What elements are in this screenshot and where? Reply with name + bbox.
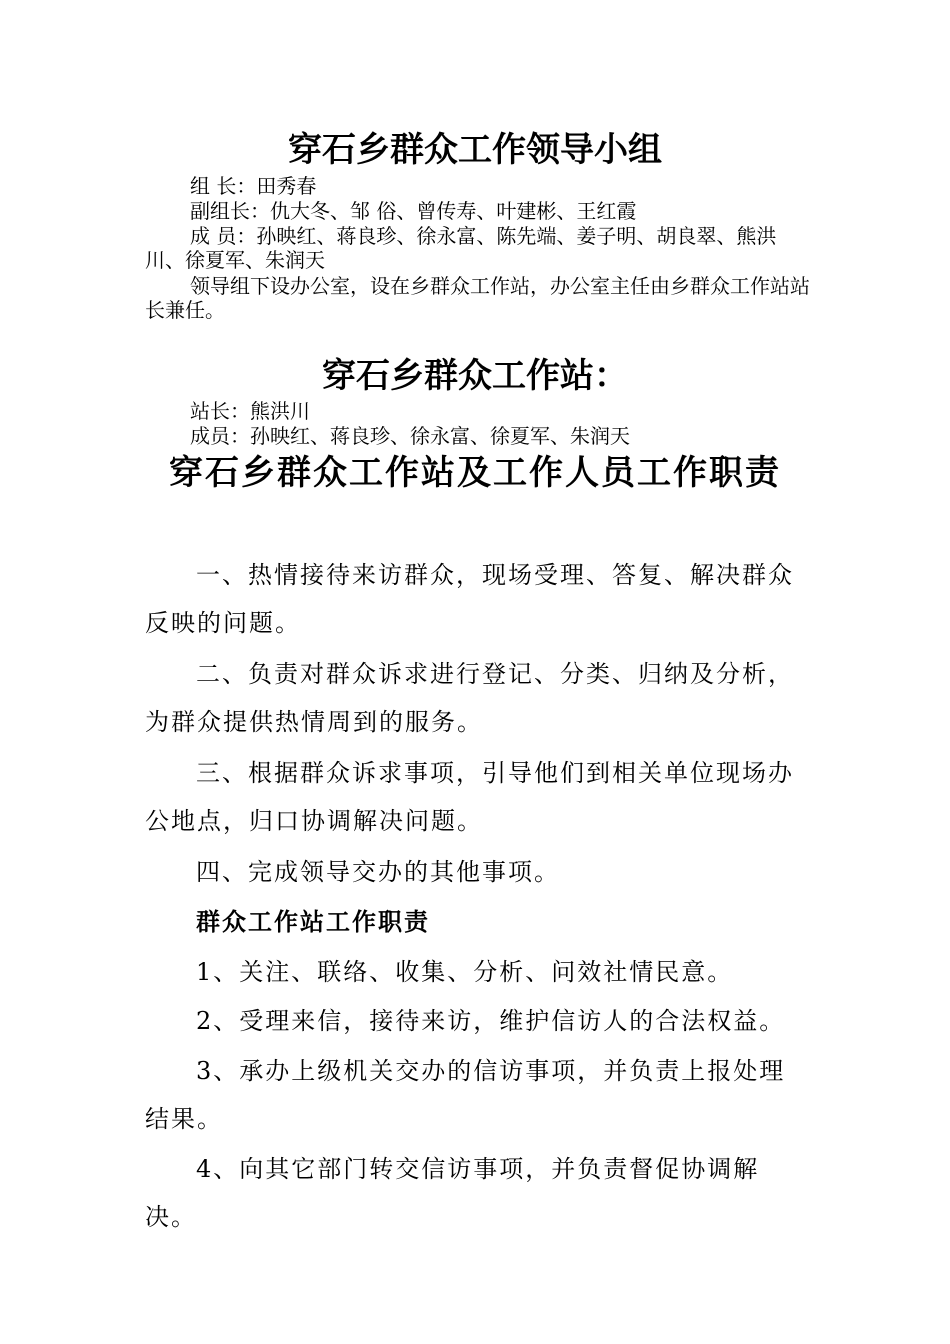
members-paragraph: 成 员：孙映红、蒋良珍、徐永富、陈先端、姜子明、胡良翠、熊洪川、徐夏军、朱润天 bbox=[145, 224, 777, 272]
work-station-title: 穿石乡群众工作站： bbox=[322, 356, 628, 396]
duty-item-4: 四、完成领导交办的其他事项。 bbox=[196, 858, 560, 886]
station-head-line: 站长：熊洪川 bbox=[190, 399, 310, 423]
duty-item-3: 三、根据群众诉求事项，引导他们到相关单位现场办公地点，归口协调解决问题。 bbox=[145, 759, 794, 835]
duty-item-1: 一、热情接待来访群众，现场受理、答复、解决群众反映的问题。 bbox=[145, 561, 794, 637]
deputy-line: 副组长：仇大冬、邹 俗、曾传寿、叶建彬、王红霞 bbox=[190, 199, 637, 223]
station-duty-item-4: 4、向其它部门转交信访事项，并负责督促协调解决。 bbox=[145, 1155, 760, 1231]
station-members-line: 成员：孙映红、蒋良珍、徐永富、徐夏军、朱润天 bbox=[190, 424, 630, 448]
duties-title: 穿石乡群众工作站及工作人员工作职责 bbox=[169, 453, 781, 493]
duty-item-2: 二、负责对群众诉求进行登记、分类、归纳及分析，为群众提供热情周到的服务。 bbox=[145, 660, 794, 736]
leadership-group-title: 穿石乡群众工作领导小组 bbox=[288, 130, 662, 170]
station-duties-subtitle: 群众工作站工作职责 bbox=[196, 907, 430, 936]
office-note-paragraph: 领导组下设办公室，设在乡群众工作站，办公室主任由乡群众工作站站长兼任。 bbox=[145, 274, 810, 322]
station-duty-item-3: 3、承办上级机关交办的信访事项，并负责上报处理结果。 bbox=[145, 1057, 786, 1133]
leader-line: 组 长：田秀春 bbox=[190, 174, 317, 198]
station-duty-item-1: 1、关注、联络、收集、分析、问效社情民意。 bbox=[196, 958, 734, 986]
station-duty-item-2: 2、受理来信，接待来访，维护信访人的合法权益。 bbox=[196, 1007, 786, 1035]
